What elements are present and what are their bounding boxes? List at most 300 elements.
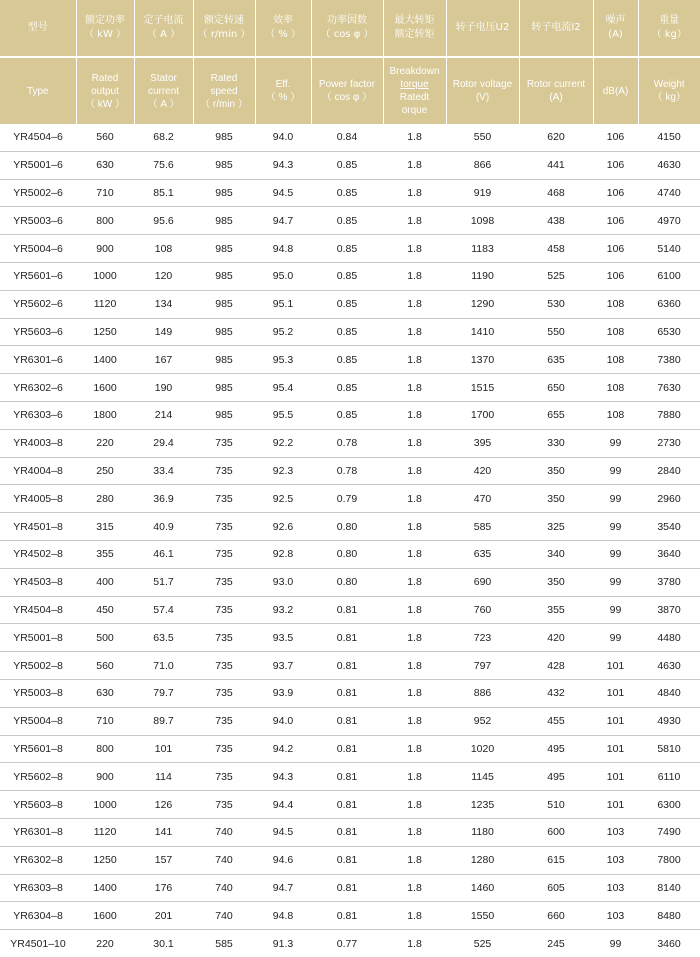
value-cell: 635 xyxy=(519,346,593,374)
model-cell: YR5601–6 xyxy=(0,262,76,290)
header-label-zh: 效率 xyxy=(273,15,293,26)
value-cell: 630 xyxy=(76,679,134,707)
value-cell: 2840 xyxy=(638,457,700,485)
table-row xyxy=(0,207,700,235)
value-cell: 1.8 xyxy=(383,262,446,290)
value-cell: 1145 xyxy=(446,763,519,791)
value-cell: 149 xyxy=(134,318,193,346)
value-cell: 106 xyxy=(593,235,638,263)
header-cell-zh xyxy=(311,0,383,57)
value-cell: 1400 xyxy=(76,874,134,902)
value-cell: 99 xyxy=(593,596,638,624)
value-cell: 99 xyxy=(593,429,638,457)
value-cell: 75.6 xyxy=(134,151,193,179)
header-cell-en xyxy=(193,57,255,124)
value-cell: 5810 xyxy=(638,735,700,763)
value-cell: 94.7 xyxy=(255,874,311,902)
value-cell: 3780 xyxy=(638,568,700,596)
value-cell: 1.8 xyxy=(383,763,446,791)
value-cell: 735 xyxy=(193,596,255,624)
header-cell-en xyxy=(255,57,311,124)
value-cell: 420 xyxy=(519,624,593,652)
value-cell: 89.7 xyxy=(134,707,193,735)
header-label-zh: 转子电压U2 xyxy=(455,22,510,33)
value-cell: 93.5 xyxy=(255,624,311,652)
value-cell: 710 xyxy=(76,707,134,735)
value-cell: 0.81 xyxy=(311,902,383,930)
value-cell: 350 xyxy=(519,457,593,485)
header-label-zh: (A) xyxy=(608,29,623,40)
value-cell: 106 xyxy=(593,124,638,151)
value-cell: 0.85 xyxy=(311,346,383,374)
value-cell: 428 xyxy=(519,652,593,680)
value-cell: 92.3 xyxy=(255,457,311,485)
value-cell: 1.8 xyxy=(383,624,446,652)
value-cell: 985 xyxy=(193,262,255,290)
value-cell: 95.3 xyxy=(255,346,311,374)
model-cell: YR4501–8 xyxy=(0,513,76,541)
table-header xyxy=(0,0,700,124)
value-cell: 886 xyxy=(446,679,519,707)
header-label-zh: （ r/min ） xyxy=(197,29,251,40)
value-cell: 141 xyxy=(134,818,193,846)
model-cell: YR5004–8 xyxy=(0,707,76,735)
value-cell: 0.85 xyxy=(311,374,383,402)
value-cell: 450 xyxy=(76,596,134,624)
value-cell: 93.7 xyxy=(255,652,311,680)
header-label-zh: 定子电流 xyxy=(143,15,184,26)
value-cell: 1.8 xyxy=(383,735,446,763)
value-cell: 101 xyxy=(134,735,193,763)
value-cell: 4970 xyxy=(638,207,700,235)
model-cell: YR4004–8 xyxy=(0,457,76,485)
value-cell: 458 xyxy=(519,235,593,263)
value-cell: 94.3 xyxy=(255,763,311,791)
value-cell: 51.7 xyxy=(134,568,193,596)
value-cell: 93.9 xyxy=(255,679,311,707)
value-cell: 1550 xyxy=(446,902,519,930)
value-cell: 120 xyxy=(134,262,193,290)
value-cell: 530 xyxy=(519,290,593,318)
value-cell: 94.2 xyxy=(255,735,311,763)
table-row xyxy=(0,763,700,791)
value-cell: 952 xyxy=(446,707,519,735)
value-cell: 1370 xyxy=(446,346,519,374)
value-cell: 1.8 xyxy=(383,151,446,179)
header-label-en: （ kW ） xyxy=(85,98,125,110)
value-cell: 2730 xyxy=(638,429,700,457)
value-cell: 5140 xyxy=(638,235,700,263)
value-cell: 91.3 xyxy=(272,937,294,950)
value-cell: 99 xyxy=(593,457,638,485)
value-cell: 0.81 xyxy=(311,735,383,763)
value-cell: 101 xyxy=(593,735,638,763)
value-cell: 6360 xyxy=(638,290,700,318)
value-cell: 985 xyxy=(193,124,255,151)
header-cell-zh xyxy=(134,0,193,57)
value-cell: 0.81 xyxy=(311,707,383,735)
model-cell: YR5003–6 xyxy=(0,207,76,235)
value-cell: 68.2 xyxy=(134,124,193,151)
value-cell: 1.8 xyxy=(383,513,446,541)
value-cell: 0.81 xyxy=(311,624,383,652)
value-cell: 985 xyxy=(193,207,255,235)
model-cell: YR5003–8 xyxy=(0,679,76,707)
table-row xyxy=(0,151,700,179)
value-cell: 79.7 xyxy=(134,679,193,707)
value-cell: 95.4 xyxy=(255,374,311,402)
value-cell: 92.5 xyxy=(255,485,311,513)
value-cell: 495 xyxy=(519,735,593,763)
value-cell: 420 xyxy=(446,457,519,485)
header-cell-en xyxy=(519,57,593,124)
model-cell: YR4502–8 xyxy=(0,540,76,568)
value-cell: 560 xyxy=(76,124,134,151)
value-cell: 800 xyxy=(76,735,134,763)
value-cell: 735 xyxy=(193,513,255,541)
value-cell: 1410 xyxy=(446,318,519,346)
header-label-en: Breakdown xyxy=(389,66,440,77)
table-row xyxy=(0,374,700,402)
value-cell: 735 xyxy=(193,540,255,568)
value-cell: 690 xyxy=(446,568,519,596)
value-cell: 1.8 xyxy=(383,124,446,151)
value-cell: 740 xyxy=(193,818,255,846)
value-cell: 0.79 xyxy=(311,485,383,513)
table-row xyxy=(0,846,700,874)
value-cell: 108 xyxy=(593,401,638,429)
value-cell: 350 xyxy=(519,485,593,513)
value-cell: 1183 xyxy=(446,235,519,263)
value-cell: 4740 xyxy=(638,179,700,207)
value-cell: 4840 xyxy=(638,679,700,707)
value-cell: 900 xyxy=(76,235,134,263)
value-cell: 735 xyxy=(193,624,255,652)
table-row xyxy=(0,930,700,957)
header-label-zh: （ cos φ ） xyxy=(320,29,374,40)
table-row xyxy=(0,707,700,735)
value-cell: 94.0 xyxy=(255,124,311,151)
value-cell: 29.4 xyxy=(134,429,193,457)
value-cell: 6110 xyxy=(638,763,700,791)
table-row xyxy=(0,179,700,207)
table-row xyxy=(0,652,700,680)
table-row xyxy=(0,235,700,263)
value-cell: 900 xyxy=(76,763,134,791)
header-label-en: (V) xyxy=(475,92,490,103)
value-cell: 6100 xyxy=(638,262,700,290)
value-cell: 1280 xyxy=(446,846,519,874)
value-cell: 8480 xyxy=(638,902,700,930)
value-cell: 103 xyxy=(593,818,638,846)
value-cell: 0.81 xyxy=(311,596,383,624)
header-cell-en xyxy=(311,57,383,124)
value-cell: 797 xyxy=(446,652,519,680)
value-cell: 101 xyxy=(593,652,638,680)
value-cell: 99 xyxy=(609,937,622,950)
value-cell: 340 xyxy=(519,540,593,568)
value-cell: 660 xyxy=(519,902,593,930)
value-cell: 1120 xyxy=(76,290,134,318)
value-cell: 432 xyxy=(519,679,593,707)
value-cell: 1.8 xyxy=(383,568,446,596)
value-cell: 1.8 xyxy=(383,235,446,263)
value-cell: 0.81 xyxy=(311,846,383,874)
model-cell: YR4503–8 xyxy=(0,568,76,596)
value-cell: 735 xyxy=(193,568,255,596)
value-cell: 985 xyxy=(193,235,255,263)
value-cell: 85.1 xyxy=(134,179,193,207)
value-cell: 740 xyxy=(193,874,255,902)
value-cell: 7800 xyxy=(638,846,700,874)
value-cell: 0.78 xyxy=(311,457,383,485)
header-label-en: Eff. xyxy=(275,79,291,90)
value-cell: 1400 xyxy=(76,346,134,374)
value-cell: 94.6 xyxy=(255,846,311,874)
value-cell: 985 xyxy=(193,401,255,429)
value-cell: 0.77 xyxy=(336,937,358,950)
value-cell: 735 xyxy=(193,457,255,485)
model-cell: YR5001–6 xyxy=(0,151,76,179)
value-cell: 92.6 xyxy=(255,513,311,541)
value-cell: 6300 xyxy=(638,791,700,819)
header-label-zh: 最大转矩 xyxy=(394,15,435,26)
value-cell: 355 xyxy=(76,540,134,568)
header-label-en: torque xyxy=(400,79,429,90)
header-label-zh: （ kg） xyxy=(651,29,687,40)
value-cell: 735 xyxy=(193,429,255,457)
value-cell: 650 xyxy=(519,374,593,402)
value-cell: 1.8 xyxy=(383,707,446,735)
value-cell: 190 xyxy=(134,374,193,402)
value-cell: 1515 xyxy=(446,374,519,402)
model-cell: YR6301–8 xyxy=(0,818,76,846)
value-cell: 1700 xyxy=(446,401,519,429)
value-cell: 280 xyxy=(76,485,134,513)
value-cell: 99 xyxy=(593,568,638,596)
header-cell-zh xyxy=(383,0,446,57)
value-cell: 0.85 xyxy=(311,262,383,290)
header-label-en: （ kg） xyxy=(652,92,686,103)
value-cell: 985 xyxy=(193,318,255,346)
header-label-en: Rotor current xyxy=(526,79,586,90)
header-cell-zh xyxy=(638,0,700,57)
header-label-zh: （ kW ） xyxy=(83,29,127,40)
model-cell: YR6301–6 xyxy=(0,346,76,374)
value-cell: 1.8 xyxy=(383,401,446,429)
value-cell: 0.81 xyxy=(311,874,383,902)
value-cell: 108 xyxy=(593,374,638,402)
model-cell: YR6303–8 xyxy=(0,874,76,902)
value-cell: 2960 xyxy=(638,485,700,513)
value-cell: 0.80 xyxy=(311,513,383,541)
value-cell: 7630 xyxy=(638,374,700,402)
value-cell: 106 xyxy=(593,207,638,235)
header-label-en: Rated xyxy=(91,72,119,84)
value-cell: 1.8 xyxy=(383,596,446,624)
value-cell: 1.8 xyxy=(383,318,446,346)
value-cell: 0.78 xyxy=(311,429,383,457)
header-label-zh: 型号 xyxy=(27,22,48,33)
header-cell-zh xyxy=(519,0,593,57)
value-cell: 94.3 xyxy=(255,151,311,179)
value-cell: 94.0 xyxy=(255,707,311,735)
value-cell: 1.8 xyxy=(383,902,446,930)
table-row xyxy=(0,485,700,513)
header-cell-en xyxy=(76,57,134,124)
header-cell-en xyxy=(383,57,446,124)
value-cell: 525 xyxy=(473,937,492,950)
value-cell: 71.0 xyxy=(134,652,193,680)
value-cell: 108 xyxy=(134,235,193,263)
header-label-en: Weight xyxy=(653,79,685,90)
value-cell: 1.8 xyxy=(383,457,446,485)
value-cell: 93.2 xyxy=(255,596,311,624)
value-cell: 0.85 xyxy=(311,290,383,318)
header-label-en: dB(A) xyxy=(602,85,629,97)
value-cell: 585 xyxy=(215,937,233,950)
table-row xyxy=(0,596,700,624)
header-label-en: （ A ） xyxy=(147,98,180,110)
value-cell: 0.85 xyxy=(311,235,383,263)
value-cell: 101 xyxy=(593,763,638,791)
value-cell: 655 xyxy=(519,401,593,429)
value-cell: 985 xyxy=(193,346,255,374)
header-label-zh: 噪声 xyxy=(605,15,626,26)
model-cell: YR5601–8 xyxy=(0,735,76,763)
header-cell-zh xyxy=(446,0,519,57)
value-cell: 92.2 xyxy=(255,429,311,457)
header-label-zh: 功率因数 xyxy=(327,15,367,26)
model-cell: YR4003–8 xyxy=(0,429,76,457)
value-cell: 470 xyxy=(446,485,519,513)
value-cell: 126 xyxy=(134,791,193,819)
value-cell: 1800 xyxy=(76,401,134,429)
value-cell: 560 xyxy=(76,652,134,680)
table-row xyxy=(0,568,700,596)
value-cell: 157 xyxy=(134,846,193,874)
value-cell: 4630 xyxy=(638,652,700,680)
value-cell: 94.4 xyxy=(255,791,311,819)
value-cell: 760 xyxy=(446,596,519,624)
model-cell: YR5602–6 xyxy=(0,290,76,318)
value-cell: 0.80 xyxy=(311,540,383,568)
value-cell: 550 xyxy=(446,124,519,151)
header-label-zh: 额定功率 xyxy=(85,15,125,26)
value-cell: 7380 xyxy=(638,346,700,374)
value-cell: 134 xyxy=(134,290,193,318)
header-cell-zh xyxy=(76,0,134,57)
value-cell: 866 xyxy=(446,151,519,179)
value-cell: 510 xyxy=(519,791,593,819)
model-cell: YR5603–8 xyxy=(0,791,76,819)
header-cell-en xyxy=(134,57,193,124)
model-cell: YR4501–10 xyxy=(10,937,66,950)
value-cell: 94.8 xyxy=(255,902,311,930)
value-cell: 455 xyxy=(519,707,593,735)
value-cell: 1120 xyxy=(76,818,134,846)
value-cell: 0.85 xyxy=(311,207,383,235)
header-label-zh: 额定转矩 xyxy=(394,29,435,40)
header-label-en: Rotor voltage xyxy=(452,79,513,90)
value-cell: 99 xyxy=(593,485,638,513)
header-cell-en xyxy=(593,57,638,124)
value-cell: 103 xyxy=(593,902,638,930)
value-cell: 7490 xyxy=(638,818,700,846)
value-cell: 176 xyxy=(134,874,193,902)
value-cell: 495 xyxy=(519,763,593,791)
header-row-chinese xyxy=(0,0,700,57)
value-cell: 92.8 xyxy=(255,540,311,568)
value-cell: 0.81 xyxy=(311,652,383,680)
table-row xyxy=(0,346,700,374)
value-cell: 99 xyxy=(593,540,638,568)
value-cell: 355 xyxy=(519,596,593,624)
value-cell: 1000 xyxy=(76,791,134,819)
value-cell: 0.85 xyxy=(311,151,383,179)
value-cell: 7880 xyxy=(638,401,700,429)
value-cell: 30.1 xyxy=(153,937,174,950)
value-cell: 1.8 xyxy=(383,652,446,680)
value-cell: 1.8 xyxy=(383,679,446,707)
model-cell: YR6302–8 xyxy=(0,846,76,874)
value-cell: 8140 xyxy=(638,874,700,902)
value-cell: 103 xyxy=(593,874,638,902)
value-cell: 1.8 xyxy=(383,791,446,819)
value-cell: 735 xyxy=(193,735,255,763)
header-label-en: Rated xyxy=(210,72,238,84)
header-label-zh: 额定转速 xyxy=(204,15,244,26)
value-cell: 0.85 xyxy=(311,179,383,207)
value-cell: 4150 xyxy=(638,124,700,151)
value-cell: 605 xyxy=(519,874,593,902)
value-cell: 1.8 xyxy=(407,937,422,950)
value-cell: 214 xyxy=(134,401,193,429)
table-row xyxy=(0,624,700,652)
header-label-en: speed xyxy=(210,85,238,97)
value-cell: 0.81 xyxy=(311,818,383,846)
value-cell: 395 xyxy=(446,429,519,457)
model-cell: YR5002–8 xyxy=(0,652,76,680)
value-cell: 99 xyxy=(593,513,638,541)
table-row xyxy=(0,262,700,290)
value-cell: 585 xyxy=(446,513,519,541)
value-cell: 95.1 xyxy=(255,290,311,318)
value-cell: 1290 xyxy=(446,290,519,318)
model-cell: YR5603–6 xyxy=(0,318,76,346)
value-cell: 330 xyxy=(519,429,593,457)
value-cell: 1250 xyxy=(76,846,134,874)
table-row xyxy=(0,290,700,318)
value-cell: 3640 xyxy=(638,540,700,568)
table-row xyxy=(0,791,700,819)
header-label-en: Type xyxy=(26,85,49,97)
value-cell: 1250 xyxy=(76,318,134,346)
value-cell: 1.8 xyxy=(383,179,446,207)
value-cell: 0.81 xyxy=(311,791,383,819)
value-cell: 94.7 xyxy=(255,207,311,235)
model-cell: YR5001–8 xyxy=(0,624,76,652)
value-cell: 101 xyxy=(593,707,638,735)
value-cell: 245 xyxy=(547,937,565,950)
value-cell: 0.81 xyxy=(311,679,383,707)
value-cell: 4930 xyxy=(638,707,700,735)
header-label-en: (A) xyxy=(549,92,563,103)
model-cell: YR4504–8 xyxy=(0,596,76,624)
value-cell: 101 xyxy=(593,679,638,707)
value-cell: 985 xyxy=(193,179,255,207)
value-cell: 1.8 xyxy=(383,346,446,374)
